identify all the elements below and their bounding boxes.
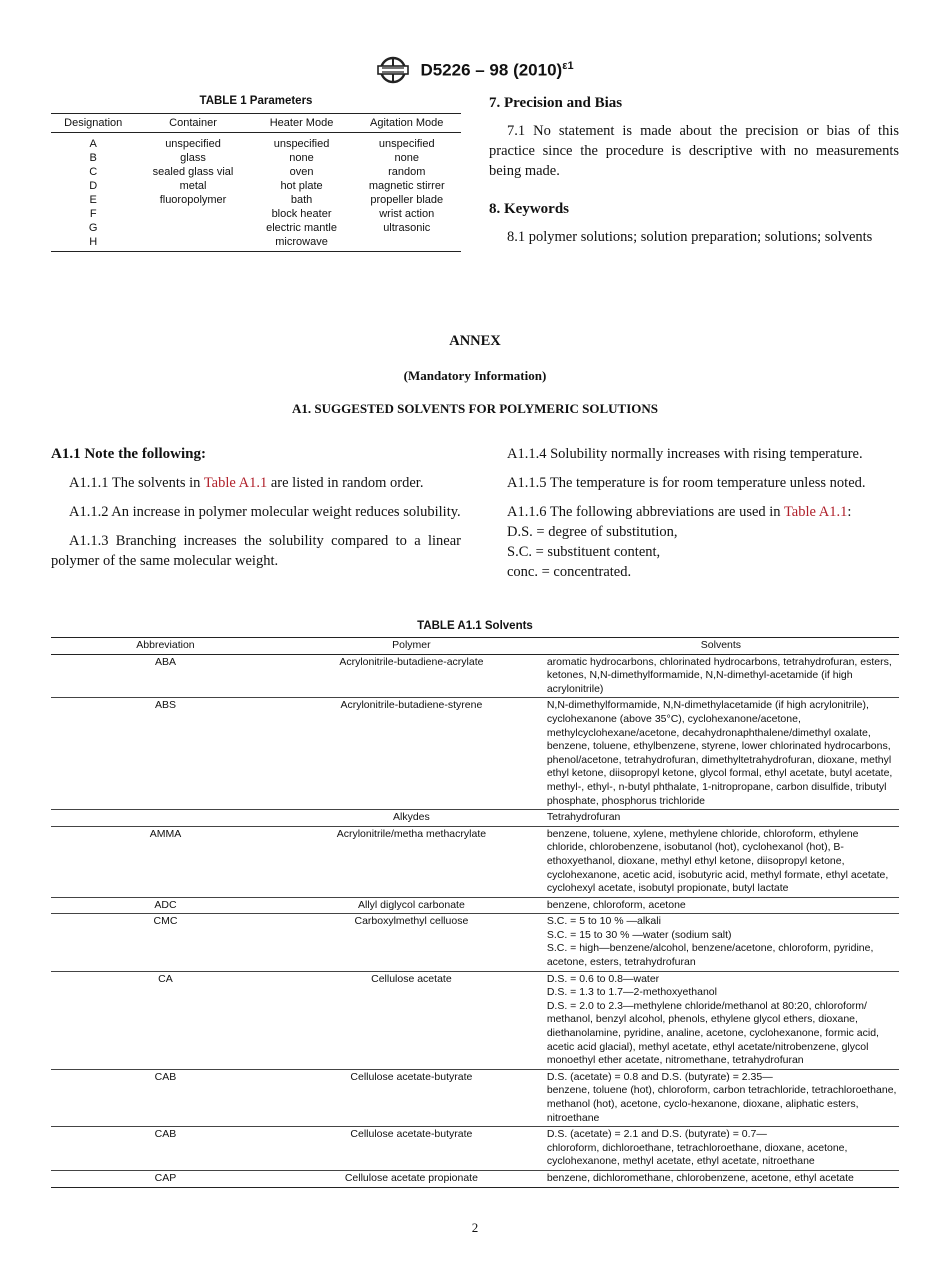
annex-heading: A1. SUGGESTED SOLVENTS FOR POLYMERIC SOLUTIONS [291,401,659,416]
abbreviation-conc: conc. = concentrated. [507,564,632,580]
a115-paragraph: A1.1.5 The temperature is for room temperature unless noted. [507,475,866,491]
solvents-cell: benzene, dichloromethane, chlorobenzene, acetone, ethyl acetate [543,1170,899,1187]
polymer-cell: Acrylonitrile-butadiene-acrylate [280,654,543,698]
table-cell: bath [290,194,313,206]
table-row [51,221,461,235]
table-row [51,1127,899,1171]
table-row [51,654,899,698]
a114-paragraph: A1.1.4 Solubility normally increases with rising temperature. [507,446,863,462]
table-1-parameters [51,95,461,252]
abbreviation-sc: S.C. = substituent content, [507,544,661,560]
table-cell: H [51,235,135,252]
table-row [51,698,899,810]
abbreviation-cell: CAB [51,1069,280,1126]
table-1-column-header: Container [135,114,250,133]
table-1-caption: TABLE 1 Parameters [199,95,313,107]
abbreviation-cell: CAB [51,1127,280,1171]
table-a11-solvents [51,620,899,1188]
table-a11-column-header: Abbreviation [51,638,280,655]
annex-title: ANNEX [449,333,501,349]
abbreviation-cell: ABS [51,698,280,810]
table-row [51,235,461,252]
designation-superscript: ε1 [562,59,574,72]
table-cell: ultrasonic [383,222,431,234]
table-row [51,826,899,897]
a111-paragraph: A1.1.1 The solvents in Table A1.1 are listed in random order. [69,475,424,491]
table-cell: wrist action [379,208,435,220]
annex-header [0,333,950,417]
a113-paragraph: A1.1.3 Branching increases the solubility compared to a linear polymer of the same molecular weight. [51,533,461,569]
abbreviation-cell: AMMA [51,826,280,897]
table-cell: G [88,222,98,234]
a112-paragraph: A1.1.2 An increase in polymer molecular weight reduces solubility. [69,504,461,520]
table-row [51,151,461,165]
table-cell: block heater [271,208,332,220]
solvents-cell: N,N-dimethylformamide, N,N-dimethylacetamide (if high acrylonitrile), cyclohexanone (above 35°C), cyclohexanone/acetone, methylcyclohexane/acetone, decahydronaphthalene/dimethyl oxalate, benzene, toluene, ethylbenzene, styrene, lower chlorinated hydrocarbons, phenol/acetone, tetrahydrofuran, dimethyltetrahydrofuran, dioxane, methyl ethyl ketone, diisopropyl ketone, glycol formal, ethyl acetate, butyl acetate, methyl-, ethyl-, n-butyl phthalate, 1-nitropropane, carbon disulfide, tributyl phosphate, phosphorus trichloride [543,698,899,810]
astm-logo-icon [376,55,410,85]
abbreviation-ds: D.S. = degree of substitution, [507,524,678,540]
table-a11-column-header: Polymer [280,638,543,655]
solvents-cell: benzene, chloroform, acetone [543,897,899,914]
table-row [51,207,461,221]
standard-designation: D5226 – 98 $(2010)^{\varepsilon 1}$ [420,59,574,80]
polymer-cell: Acrylonitrile-butadiene-styrene [280,698,543,810]
abbreviation-cell: ABA [51,654,280,698]
table-1-column-header: Designation [51,114,135,133]
table-cell: unspecified [378,138,435,150]
table-1-column-header: Heater Mode [251,114,353,133]
table-a11-caption: TABLE A1.1 Solvents [417,620,533,632]
a116-paragraph: A1.1.6 The following abbreviations are used in Table A1.1: [507,504,852,520]
section-8-heading: 8. Keywords [489,201,569,217]
polymer-cell: Carboxylmethyl celluose [280,914,543,971]
abbreviation-cell: CA [51,971,280,1069]
section-7-paragraph: 7.1 No statement is made about the precision or bias of this practice since the procedure is descriptive with no measurements being made. [489,123,899,179]
table-cell: B [89,152,97,164]
table-row [51,971,899,1069]
table-cell: C [89,166,98,178]
solvents-cell: Tetrahydrofuran [543,810,899,827]
table-row [51,193,461,207]
solvents-cell: D.S. (acetate) = 2.1 and D.S. (butyrate) = 0.7— chloroform, dichloroethane, tetrachloroethane, dioxane, acetone, cyclohexanone, methyl acetate, ethyl acetate, nitroethane [543,1127,899,1171]
solvents-cell: S.C. = 5 to 10 % —alkali S.C. = 15 to 30 % —water (sodium salt) S.C. = high—benzene/alcohol, benzene/acetone, chloroform, pyridine, acetone, esters, tetrahydrofuran [543,914,899,971]
table-1 [51,113,461,252]
section-7-heading: 7. Precision and Bias [489,95,623,111]
solvents-cell: D.S. = 0.6 to 0.8—water D.S. = 1.3 to 1.7—2-methoxyethanol D.S. = 2.0 to 2.3—methylene chloride/methanol at 80:20, chloroform/ methanol, benzyl alcohol, phenols, ethylene glycol ethers, dioxane, diethanolamine, pyridine, analine, acetone, cyclohexanone, formic acid, acetic acid glacial), methyl acetate, ethyl acetate/nitrobenzene, glycol monoethyl ether acetate, nitromethane, tetrahydrofuran [543,971,899,1069]
solvents-cell: D.S. (acetate) = 0.8 and D.S. (butyrate) = 2.35— benzene, toluene (hot), chloroform, carbon tetrachloride, tetrachloroethane, methanol (hot), acetone, cyclo-hexanone, dioxane, aliphatic esters, nitroethane [543,1069,899,1126]
a11-left-column [51,444,461,580]
a11-right-column [489,444,899,582]
abbreviation-cell [51,810,280,827]
page-number: 2 [471,1220,479,1235]
solvents-cell: benzene, toluene, xylene, methylene chloride, chloroform, ethylene chloride, chlorobenzene, isobutanol (hot), cyclohexanol (hot), B-ethoxyethanol, dioxane, methyl ethyl ketone, diisopropyl ketone, cyclohexanone, acetic acid, isobutyric acid, methyl formate, ethyl acetate, cyclohexyl acetate, isobutyl propionate, butyl lactate [543,826,899,897]
right-column-sections [489,93,899,247]
table-cell: F [89,208,97,220]
table-a11-link[interactable]: Table A1.1 [783,504,848,520]
polymer-cell: Acrylonitrile/metha methacrylate [280,826,543,897]
table-cell [135,221,250,235]
table-cell: fluoropolymer [159,194,227,206]
table-row [51,165,461,179]
table-cell: metal [179,180,207,192]
polymer-cell: Cellulose acetate-butyrate [280,1127,543,1171]
table-cell: propeller blade [370,194,444,206]
abbreviation-cell: ADC [51,897,280,914]
table-cell [135,235,250,252]
page-header [0,55,950,85]
table-cell: magnetic stirrer [368,180,445,192]
table-row [51,810,899,827]
table-cell: D [89,180,98,192]
polymer-cell: Cellulose acetate [280,971,543,1069]
table-cell: electric mantle [266,222,337,234]
table-cell [352,235,461,252]
polymer-cell: Alkydes [280,810,543,827]
abbreviation-cell: CAP [51,1170,280,1187]
table-cell: oven [289,166,314,178]
abbreviation-cell: CMC [51,914,280,971]
polymer-cell: Cellulose acetate propionate [280,1170,543,1187]
table-cell: none [289,152,314,164]
solvents-cell: aromatic hydrocarbons, chlorinated hydrocarbons, tetrahydrofuran, esters, ketones, N,N-dimethylformamide, N,N-dimethyl-acetamide (if high acrylonitrile) [543,654,899,698]
table-a11-link[interactable]: Table A1.1 [203,475,268,491]
table-cell: unspecified [273,138,330,150]
table-a11-column-header: Solvents [543,638,899,655]
table-cell: glass [180,152,206,164]
table-row [51,1069,899,1126]
table-cell: unspecified [165,138,221,150]
table-cell: none [394,152,419,164]
table-row [51,897,899,914]
annex-subtitle: (Mandatory Information) [403,368,547,383]
table-cell: microwave [251,235,353,252]
table-cell: hot plate [280,180,323,192]
table-row [51,179,461,193]
table-cell: A [89,138,97,150]
polymer-cell: Cellulose acetate-butyrate [280,1069,543,1126]
a11-heading: A1.1 Note the following: [51,446,206,462]
section-8-paragraph: 8.1 polymer solutions; solution preparation; solutions; solvents [507,229,873,245]
polymer-cell: Allyl diglycol carbonate [280,897,543,914]
table-row [51,133,461,152]
table-1-column-header: Agitation Mode [352,114,461,133]
table-a11 [51,637,899,1188]
table-cell: E [89,194,97,206]
table-row [51,1170,899,1187]
table-cell: sealed glass vial [152,166,234,178]
table-cell: random [388,166,426,178]
table-cell [135,207,250,221]
table-row [51,914,899,971]
